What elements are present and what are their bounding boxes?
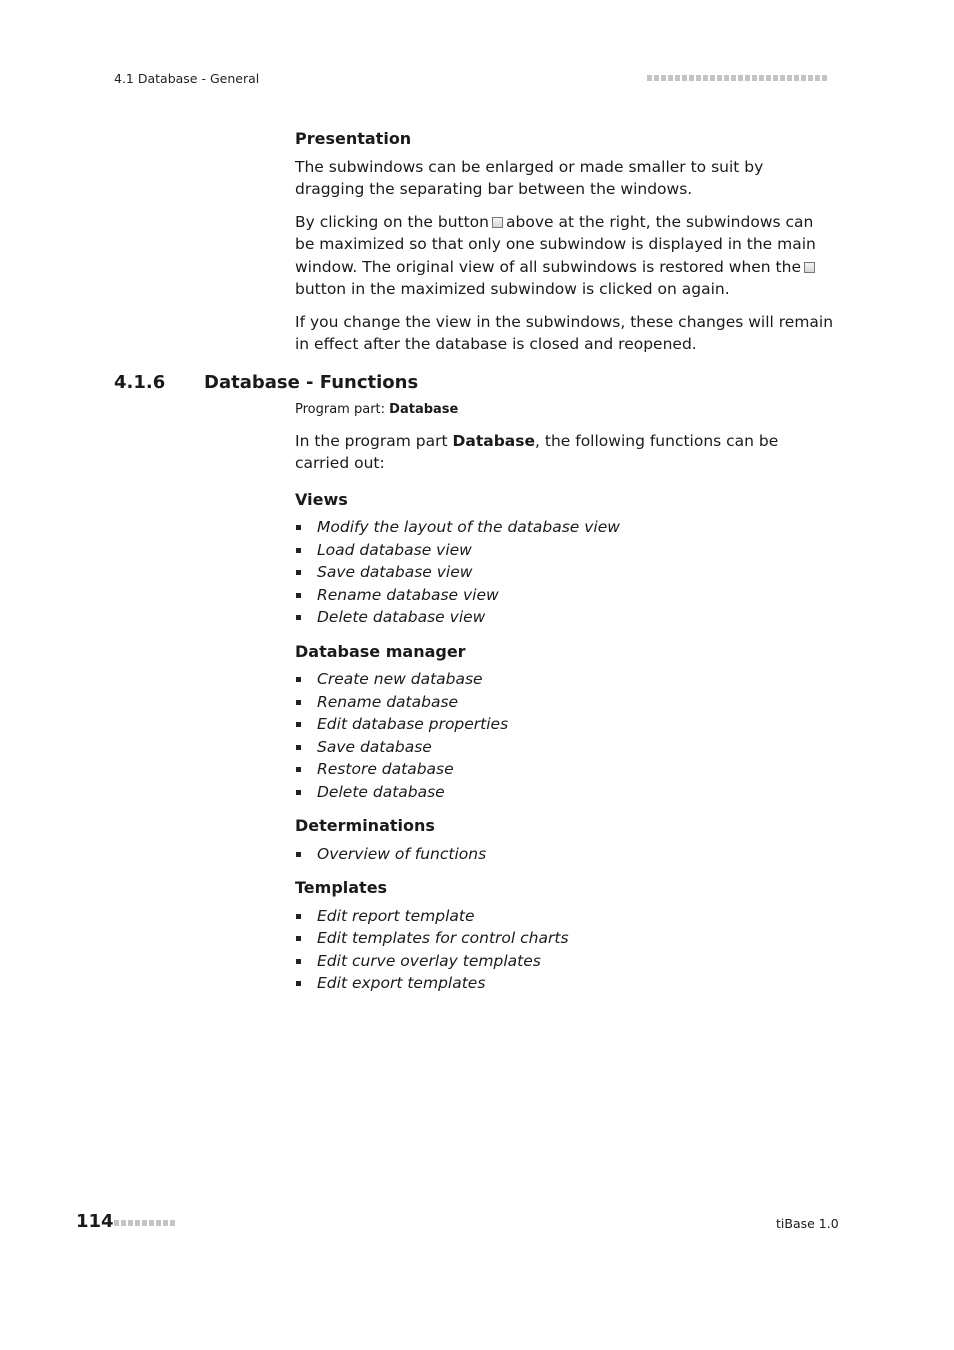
intro-part-b: , the following functions can be carried out: — [295, 431, 779, 472]
bullet-icon — [296, 981, 301, 986]
decorative-square-icon — [815, 75, 820, 81]
bullet-icon — [296, 722, 301, 727]
list-item — [295, 972, 835, 995]
decorative-square-icon — [128, 1220, 133, 1226]
program-part-value: Database — [389, 402, 459, 417]
list-item — [295, 668, 835, 691]
decorative-square-icon — [114, 1220, 119, 1226]
decorative-square-icon — [661, 75, 666, 81]
section-title — [114, 372, 418, 393]
para2-part-c: button in the maximized subwindow is clicked on again. — [295, 280, 730, 298]
list-item — [295, 843, 835, 866]
bullet-icon — [296, 767, 301, 772]
decorative-square-icon — [794, 75, 799, 81]
presentation-para-1: The subwindows can be enlarged or made smaller to suit by dragging the separating bar between the windows. — [295, 157, 764, 198]
decorative-square-icon — [654, 75, 659, 81]
list-item — [295, 539, 835, 562]
decorative-square-icon — [703, 75, 708, 81]
bullet-icon — [296, 570, 301, 575]
decorative-square-icon — [121, 1220, 126, 1226]
list-item-text: Load database view — [317, 540, 472, 559]
bullet-icon — [296, 593, 301, 598]
bullet-icon — [296, 936, 301, 941]
list-item-text: Overview of functions — [317, 844, 487, 863]
list-item — [295, 584, 835, 607]
decorative-square-icon — [787, 75, 792, 81]
decorative-square-icon — [149, 1220, 154, 1226]
footer-product: tiBase 1.0 — [776, 1216, 839, 1231]
list-item-text: Modify the layout of the database view — [317, 518, 620, 536]
decorative-square-icon — [780, 75, 785, 81]
page-number: 114 — [76, 1211, 114, 1232]
decorative-square-icon — [710, 75, 715, 81]
decorative-square-icon — [801, 75, 806, 81]
list-item-text: Edit curve overlay templates — [317, 951, 541, 970]
decorative-square-icon — [822, 75, 827, 81]
group-heading: Database manager — [295, 641, 466, 661]
list-item-text: Edit templates for control charts — [317, 929, 569, 947]
group-heading: Templates — [295, 878, 388, 897]
group-heading: Views — [295, 489, 348, 509]
function-groups — [295, 489, 835, 995]
list-item-text: Delete database — [317, 782, 445, 801]
list-item — [295, 905, 835, 928]
decorative-square-icon — [675, 75, 680, 81]
list-item — [295, 691, 835, 714]
section-number: 4.1.6 — [114, 372, 166, 393]
list-item — [295, 736, 835, 759]
intro-bold: Database — [452, 431, 536, 450]
bullet-icon — [296, 548, 301, 553]
list-item — [295, 606, 835, 629]
maximize-window-icon — [492, 217, 503, 228]
bullet-icon — [296, 852, 301, 857]
decorative-square-icon — [156, 1220, 161, 1226]
decorative-square-icon — [682, 75, 687, 81]
decorative-square-icon — [668, 75, 673, 81]
decorative-square-icon — [163, 1220, 168, 1226]
footer-decoration-squares — [114, 1220, 175, 1226]
list-item — [295, 758, 835, 781]
list-item-text: Delete database view — [317, 608, 486, 626]
decorative-square-icon — [689, 75, 694, 81]
list-item — [295, 927, 835, 950]
decorative-square-icon — [717, 75, 722, 81]
list-item-text: Create new database — [317, 670, 483, 688]
list-item-text: Rename database view — [317, 585, 499, 604]
para2-part-a: By clicking on the button — [295, 212, 489, 231]
decorative-square-icon — [759, 75, 764, 81]
list-item — [295, 713, 835, 736]
bullet-icon — [296, 959, 301, 964]
para2-part-b: above at the right, the subwindows can be maximized so that only one subwindow is displayed in the main window. The original view of all subwindows is restored when the — [295, 212, 816, 276]
group-heading: Determinations — [295, 816, 435, 835]
list-item-text: Rename database — [317, 692, 459, 711]
header-decoration-squares — [647, 75, 827, 81]
decorative-square-icon — [647, 75, 652, 81]
functions-intro — [295, 430, 835, 475]
bullet-list — [295, 516, 835, 629]
bullet-icon — [296, 914, 301, 919]
list-item-text: Save database view — [317, 563, 473, 581]
functions-block — [295, 399, 835, 1007]
list-item — [295, 516, 835, 539]
decorative-square-icon — [752, 75, 757, 81]
presentation-para-3: If you change the view in the subwindows, these changes will remain in effect after the database is closed and reopened. — [295, 312, 834, 353]
decorative-square-icon — [808, 75, 813, 81]
maximize-window-icon — [804, 262, 815, 273]
list-item-text: Restore database — [317, 760, 454, 778]
list-item-text: Edit export templates — [317, 974, 486, 992]
decorative-square-icon — [142, 1220, 147, 1226]
decorative-square-icon — [738, 75, 743, 81]
decorative-square-icon — [696, 75, 701, 81]
bullet-list — [295, 668, 835, 803]
program-part-label: Program part: — [295, 402, 386, 417]
bullet-list — [295, 905, 835, 995]
list-item-text: Edit database properties — [317, 715, 509, 733]
bullet-icon — [296, 745, 301, 750]
bullet-icon — [296, 677, 301, 682]
decorative-square-icon — [135, 1220, 140, 1226]
section-title-text: Database - Functions — [204, 372, 419, 393]
bullet-list — [295, 843, 835, 866]
list-item-text: Edit report template — [317, 906, 475, 925]
bullet-icon — [296, 525, 301, 530]
decorative-square-icon — [731, 75, 736, 81]
decorative-square-icon — [724, 75, 729, 81]
program-part-line — [295, 399, 835, 422]
presentation-block — [295, 128, 835, 366]
list-item — [295, 561, 835, 584]
presentation-heading: Presentation — [295, 129, 412, 148]
intro-part-a: In the program part — [295, 431, 448, 450]
presentation-para-2 — [295, 211, 835, 301]
list-item — [295, 781, 835, 804]
list-item-text: Save database — [317, 737, 432, 756]
running-header-section: 4.1 Database - General — [114, 71, 260, 86]
decorative-square-icon — [773, 75, 778, 81]
bullet-icon — [296, 615, 301, 620]
bullet-icon — [296, 790, 301, 795]
list-item — [295, 950, 835, 973]
decorative-square-icon — [745, 75, 750, 81]
decorative-square-icon — [766, 75, 771, 81]
decorative-square-icon — [170, 1220, 175, 1226]
bullet-icon — [296, 700, 301, 705]
